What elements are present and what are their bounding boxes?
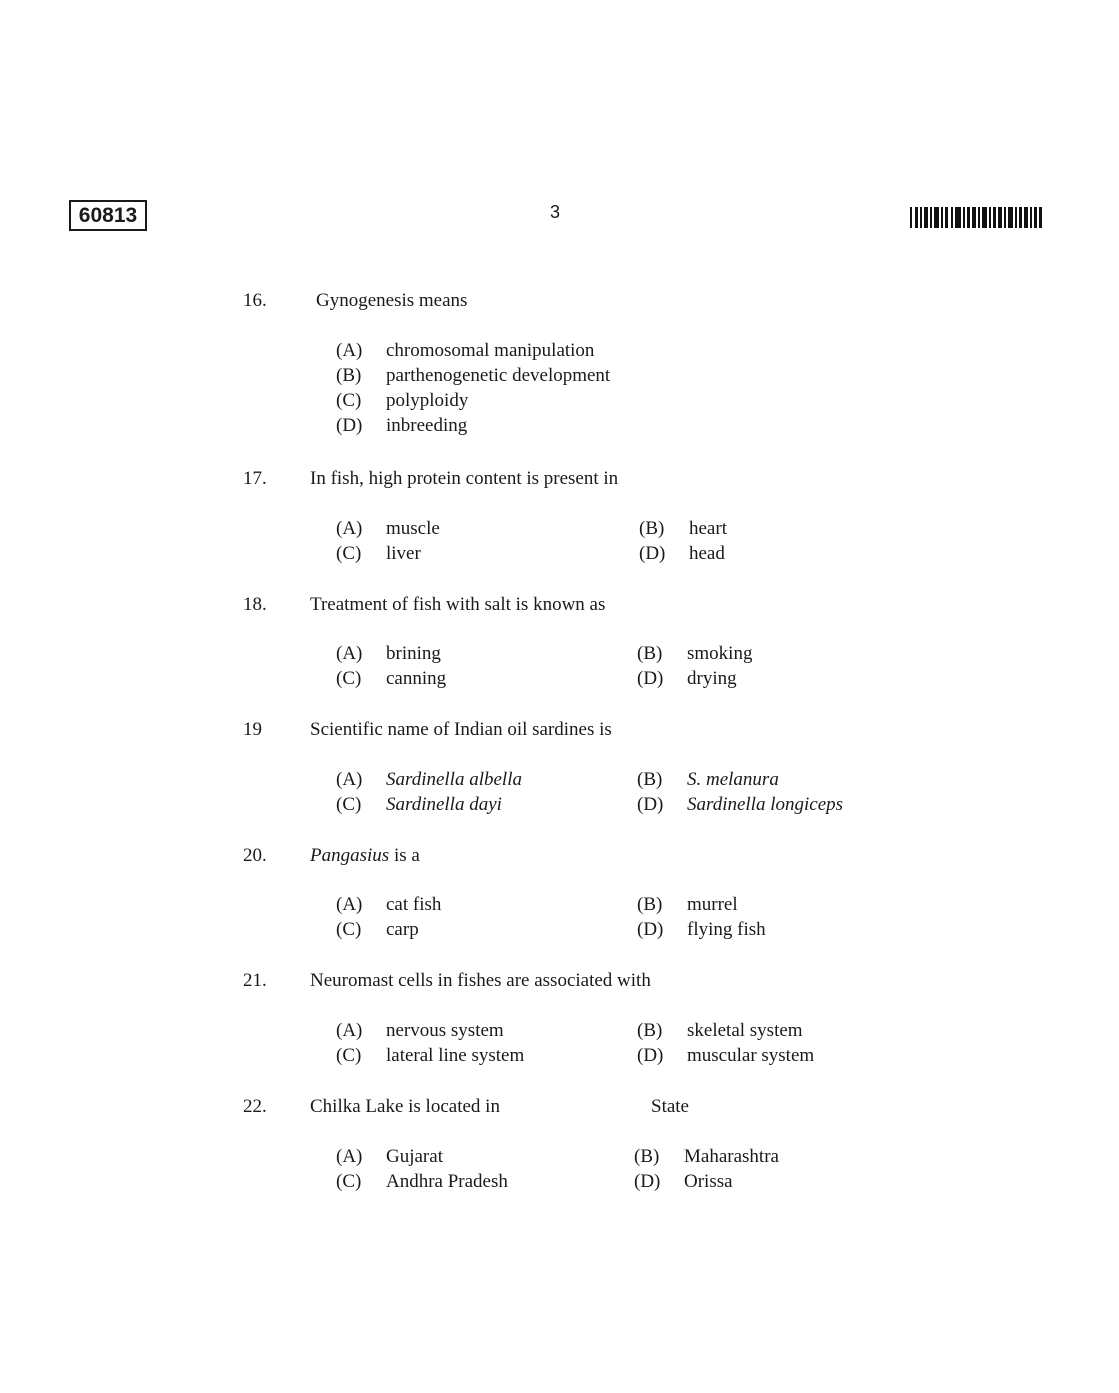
option-c [336, 668, 446, 690]
option-label: (A) [336, 340, 363, 361]
option-text: canning [386, 668, 447, 689]
option-label: (D) [639, 543, 666, 564]
option-label: (D) [637, 668, 664, 689]
question-number: 17. [243, 468, 267, 489]
option-text: Andhra Pradesh [386, 1171, 508, 1192]
option-text: brining [386, 643, 441, 664]
question-text: Neuromast cells in fishes are associated with [310, 970, 651, 991]
option-c [336, 1171, 508, 1193]
option-label: (D) [637, 919, 664, 940]
option-d [637, 794, 843, 816]
question-text-italic: Pangasius [310, 845, 390, 866]
option-text: lateral line system [386, 1045, 525, 1066]
option-a [336, 1146, 443, 1168]
option-text: drying [687, 668, 737, 689]
option-c [336, 919, 419, 941]
option-text: muscular system [687, 1045, 815, 1066]
option-label: (A) [336, 769, 363, 790]
page-number: 3 [549, 202, 560, 222]
option-label: (C) [336, 390, 362, 411]
option-label: (B) [634, 1146, 660, 1167]
question-number: 22. [243, 1096, 267, 1117]
option-label: (D) [634, 1171, 661, 1192]
option-c [336, 390, 468, 412]
option-d [637, 919, 766, 941]
option-label: (C) [336, 543, 362, 564]
option-label: (A) [336, 643, 363, 664]
option-label: (D) [637, 794, 664, 815]
option-d [634, 1171, 733, 1193]
option-b [637, 643, 752, 665]
option-text: liver [386, 543, 421, 564]
question-text-rest: is a [389, 845, 420, 866]
option-label: (B) [639, 518, 665, 539]
option-label: (B) [637, 643, 663, 664]
option-label: (A) [336, 518, 363, 539]
question-number: 21. [243, 970, 267, 991]
option-label: (B) [637, 894, 663, 915]
option-text: Gujarat [386, 1146, 443, 1167]
option-label: (B) [637, 1020, 663, 1041]
option-label: (B) [336, 365, 362, 386]
option-c [336, 1045, 524, 1067]
option-text: S. melanura [687, 769, 779, 790]
option-text: nervous system [386, 1020, 504, 1041]
option-label: (B) [637, 769, 663, 790]
option-b [637, 894, 738, 916]
option-d [637, 668, 737, 690]
option-text: smoking [687, 643, 753, 664]
option-d [639, 543, 725, 565]
option-c [336, 543, 421, 565]
option-text: flying fish [687, 919, 766, 940]
option-label: (A) [336, 894, 363, 915]
option-label: (D) [637, 1045, 664, 1066]
paper-code: 60813 [69, 200, 147, 231]
question-text-state: State [651, 1096, 689, 1117]
option-b [336, 365, 610, 387]
option-a [336, 518, 440, 540]
option-text: Maharashtra [684, 1146, 779, 1167]
option-label: (D) [336, 415, 363, 436]
option-a [336, 769, 522, 791]
option-b [637, 769, 779, 791]
question-text: In fish, high protein content is present in [310, 468, 619, 489]
option-b [637, 1020, 803, 1042]
question-text: Chilka Lake is located in [310, 1096, 500, 1117]
option-text: murrel [687, 894, 738, 915]
option-b [639, 518, 727, 540]
option-a [336, 894, 441, 916]
question-text: Gynogenesis means [316, 290, 468, 311]
question-number: 18. [243, 594, 267, 615]
option-text: Sardinella dayi [386, 794, 502, 815]
option-text: polyploidy [386, 390, 469, 411]
option-label: (C) [336, 794, 362, 815]
question-number: 16. [243, 290, 267, 311]
option-text: skeletal system [687, 1020, 803, 1041]
option-label: (C) [336, 1045, 362, 1066]
option-d [336, 415, 467, 437]
option-text: head [689, 543, 725, 564]
option-a [336, 643, 441, 665]
option-text: parthenogenetic development [386, 365, 611, 386]
question-text: Scientific name of Indian oil sardines is [310, 719, 612, 740]
barcode-icon [910, 207, 1042, 228]
question-number: 19 [243, 719, 262, 740]
option-text: Sardinella albella [386, 769, 522, 790]
option-text: cat fish [386, 894, 442, 915]
option-text: inbreeding [386, 415, 468, 436]
option-a [336, 340, 594, 362]
question-number: 20. [243, 845, 267, 866]
option-b [634, 1146, 779, 1168]
option-text: Sardinella longiceps [687, 794, 844, 815]
option-text: Orissa [684, 1171, 733, 1192]
option-d [637, 1045, 814, 1067]
option-text: carp [386, 919, 419, 940]
option-text: chromosomal manipulation [386, 340, 595, 361]
option-label: (C) [336, 919, 362, 940]
option-label: (C) [336, 1171, 362, 1192]
question-text [310, 845, 420, 867]
option-text: muscle [386, 518, 440, 539]
option-c [336, 794, 502, 816]
option-label: (A) [336, 1146, 363, 1167]
option-label: (A) [336, 1020, 363, 1041]
option-label: (C) [336, 668, 362, 689]
option-a [336, 1020, 504, 1042]
question-text: Treatment of fish with salt is known as [310, 594, 606, 615]
option-text: heart [689, 518, 727, 539]
